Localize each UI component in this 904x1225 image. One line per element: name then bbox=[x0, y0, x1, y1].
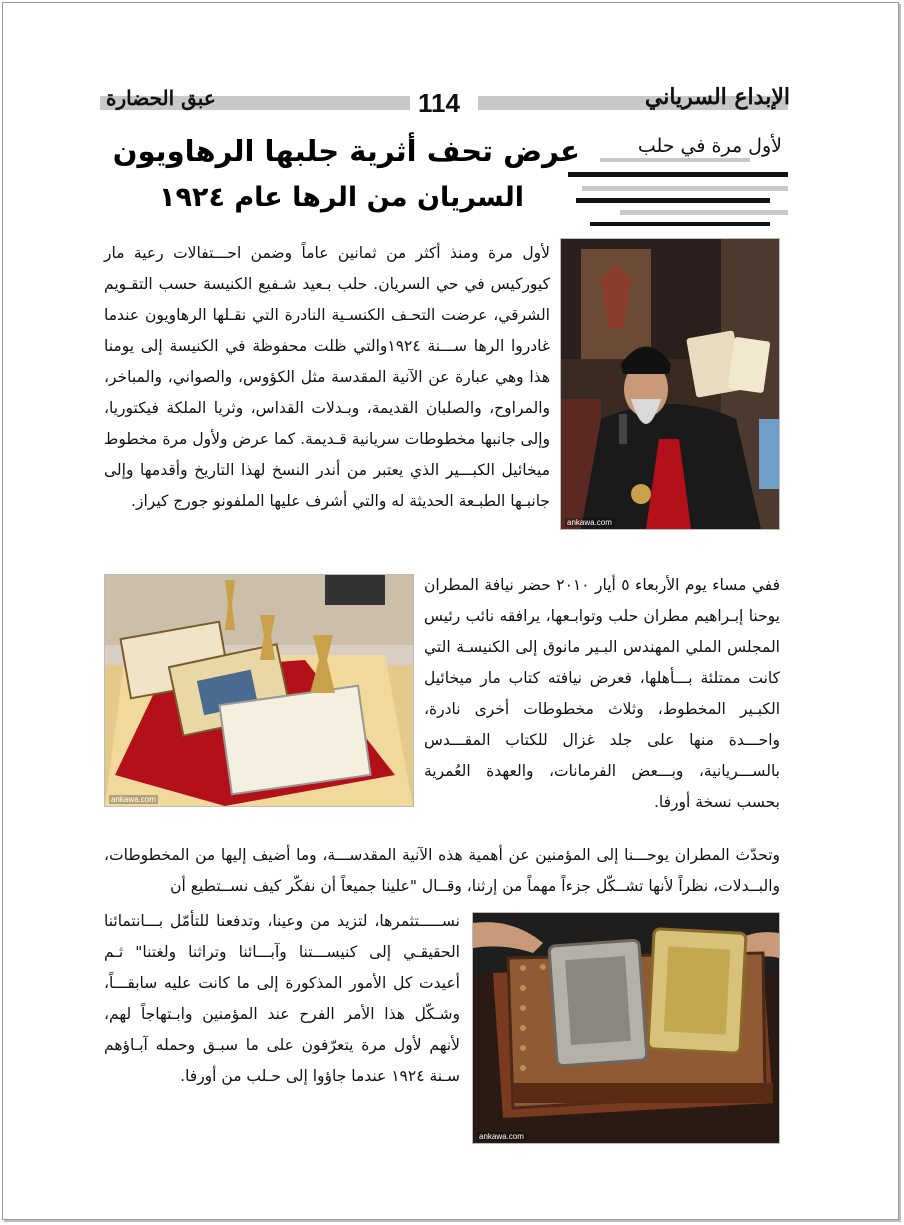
section-name: عبق الحضارة bbox=[106, 86, 216, 110]
article-title-line-1: عرض تحف أثرية جلبها الرهاويون bbox=[112, 134, 580, 168]
magazine-name: الإبداع السرياني bbox=[644, 84, 790, 110]
deco-bar-5 bbox=[590, 222, 770, 226]
watermark-text: ankawa.com bbox=[111, 795, 156, 804]
deco-bar-4 bbox=[620, 210, 788, 215]
manuscripts-photo bbox=[472, 912, 780, 1144]
paragraph-closing: نســـــتثمرها، لتزيد من وعينا، وتدفعنا للتأمّل بـــانتمائنا الحقيقـي إلى كنيســـتنا وآبـــائنا وتراثنا ولغتنا" ثـم أعيدت كل الأمور المذكورة إلى ما كانت عليه سابقـــاً، وشـكّل هذا الأمر الفرح عند المؤمنين وابـتهاجاً لهم، لأنهم لأول مرة يتعرّفون على ما سبـق وحمله آبـاؤهم سـنة ١٩٢٤ عندما جاؤوا إلى حـلب من أورفا. bbox=[104, 912, 460, 1085]
watermark-text: ankawa.com bbox=[567, 518, 612, 527]
page-number: 114 bbox=[418, 88, 460, 118]
paragraph-event: ففي مساء يوم الأربعاء ٥ أيار ٢٠١٠ حضر نيافة المطران يوحنا إبـراهيم مطران حلب وتوابـعها، يرافقه نائب رئيس المجلس الملي المهندس البـير مانوق إلى الكنيسـة التي كانت ممتلئة بـــأهلها، فعرض نيافته كتاب مار ميخائيل الكبـير المخطوط، وثلاث مخطوطات أخرى نادرة، واحـــدة منها على جلد غزال للكتاب المقـــدس بالســـريانية، وبـــعض الفرمانات، والعهدة العُمرية بحسب نسخة أورفا. bbox=[424, 576, 781, 811]
article-kicker: لأول مرة في حلب bbox=[637, 135, 782, 157]
watermark-text: ankawa.com bbox=[479, 1132, 524, 1141]
deco-bar-1 bbox=[600, 158, 750, 162]
table-display-photo bbox=[104, 574, 414, 807]
paragraph-speech: وتحدّث المطران يوحـــنا إلى المؤمنين عن أهمية هذه الآنية المقدســـة، وما أضيف إليها من المخطوطات، والبــدلات، نظراً لأنها تشــكّل جزءاً مهماً من إرثنا، وقــال "علينا جميعاً أن نفكّر كيف نســتطيع أن bbox=[104, 846, 780, 895]
paragraph-intro: لأول مرة ومنذ أكثر من ثمانين عاماً وضمن احـــتفالات رعية مار كيوركيس في حي السريان. حلب بـعيد شـفيع الكنيسة حسب التقـويم الشرقي، عرضت التحـف الكنسـية النادرة التي نقـلها الرهاويون عندما غادروا الرها ســـنة ١٩٢٤والتي ظلت محفوظة في الكنيسة إلى يومنا هذا وهي عبارة عن الآنية المقدسة مثل الكؤوس، والصواني، والمباخر، والمراوح، والصلبان القديمة، وبـدلات القداس، وثريا الملكة فيكتوريا، وإلى جانبها مخطوطات سريانية قـديمة. كما عرض ولأول مرة مخطوط ميخائيل الكبـــير الذي يعتبر من أندر النسخ لهذا التاريخ وأقدمها وإلى جانبـها الطبـعة الحديثة له والتي أشرف عليها الملفونو جورج كيراز. bbox=[104, 244, 550, 510]
kicker-underline bbox=[568, 172, 788, 177]
deco-bar-3 bbox=[576, 198, 770, 203]
article-title-line-2: السريان من الرها عام ١٩٢٤ bbox=[159, 182, 524, 213]
bishop-photo bbox=[560, 238, 780, 530]
deco-bar-2 bbox=[582, 186, 788, 191]
